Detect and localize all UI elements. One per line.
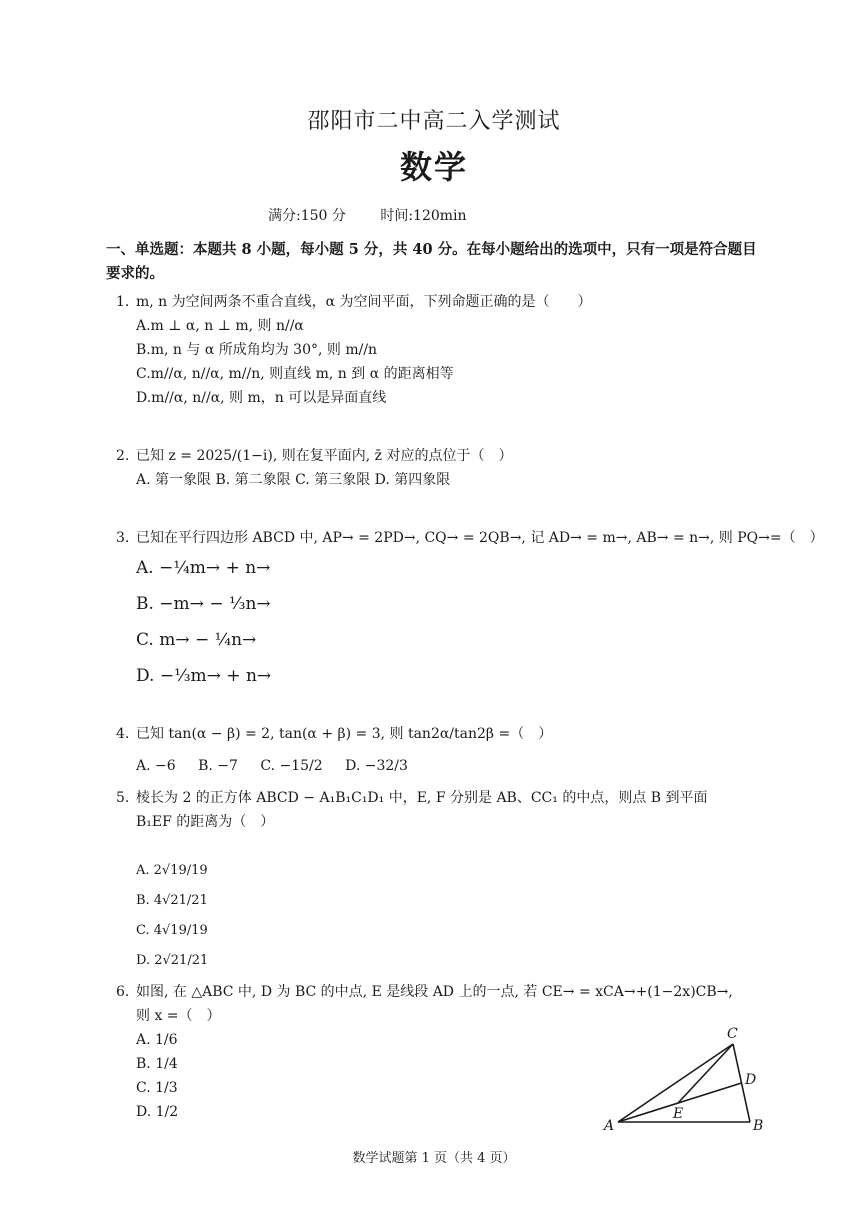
- subject-title: 数学: [399, 148, 468, 186]
- question-number: 6.: [116, 984, 130, 1000]
- option-d: D. 2√21/21: [136, 953, 209, 968]
- option-c: C. 4√19/19: [136, 923, 208, 938]
- option-c: C.m//α, n//α, m//n, 则直线 m, n 到 α 的距离相等: [136, 366, 454, 382]
- option-a: A. −¼m→ + n→: [136, 558, 271, 578]
- question-stem-cont: B₁EF 的距离为（ ）: [136, 814, 275, 830]
- exam-meta: [268, 205, 497, 225]
- question-4: [116, 722, 776, 778]
- question-stem: 棱长为 2 的正方体 ABCD − A₁B₁C₁D₁ 中，E, F 分别是 AB、CC₁ 的中点，则点 B 到平面: [136, 790, 708, 806]
- option-c: C. −15/2: [260, 758, 323, 774]
- question-stem-cont: 则 x =（ ）: [136, 1008, 221, 1024]
- option-b: B. 4√21/21: [136, 893, 208, 908]
- options-line: A. 第一象限 B. 第二象限 C. 第三象限 D. 第四象限: [136, 472, 451, 488]
- question-number: 2.: [116, 448, 130, 464]
- option-b: B. 1/4: [136, 1056, 178, 1072]
- school-title: 邵阳市二中高二入学测试: [307, 109, 561, 134]
- option-b: B.m, n 与 α 所成角均为 30°, 则 m//n: [136, 342, 378, 358]
- option-b: B. −m→ − ⅓n→: [136, 594, 271, 614]
- question-5: [116, 786, 776, 976]
- label-e: E: [673, 1106, 684, 1122]
- question-1: [116, 290, 776, 410]
- option-a: A. −6: [136, 758, 176, 774]
- question-number: 4.: [116, 726, 130, 742]
- option-a: A. 2√19/19: [136, 863, 208, 878]
- question-stem: m, n 为空间两条不重合直线，α 为空间平面，下列命题正确的是（ ）: [136, 294, 592, 310]
- exam-time: 时间:120min: [380, 208, 467, 224]
- question-number: 1.: [116, 294, 130, 310]
- triangle-figure: [598, 1022, 778, 1140]
- option-c: C. 1/3: [136, 1080, 178, 1096]
- full-score: 满分:150 分: [268, 208, 346, 224]
- label-b: B: [753, 1118, 764, 1134]
- label-d: D: [745, 1072, 757, 1088]
- question-number: 5.: [116, 790, 130, 806]
- question-stem: 已知 tan(α − β) = 2, tan(α + β) = 3, 则 tan2α/tan2β =（ ）: [136, 726, 553, 742]
- question-number: 3.: [116, 530, 130, 546]
- section-heading: 一、单选题：本题共 8 小题，每小题 5 分，共 40 分。在每小题给出的选项中，只有一项是符合题目要求的。: [106, 241, 757, 282]
- option-d: D. −⅓m→ + n→: [136, 666, 272, 686]
- question-stem: 已知 z = 2025/(1−i), 则在复平面内, z̄ 对应的点位于（ ）: [136, 448, 513, 464]
- option-b: B. −7: [198, 758, 238, 774]
- question-stem: 如图, 在 △ABC 中, D 为 BC 的中点, E 是线段 AD 上的一点, 若 CE→ = xCA→+(1−2x)CB→,: [136, 984, 733, 1000]
- option-c: C. m→ − ¼n→: [136, 630, 257, 650]
- question-stem: 已知在平行四边形 ABCD 中, AP→ = 2PD→, CQ→ = 2QB→, 记 AD→ = m→, AB→ = n→, 则 PQ→=（ ）: [136, 530, 824, 546]
- label-c: C: [727, 1026, 738, 1042]
- question-2: [116, 444, 776, 492]
- option-a: A. 1/6: [136, 1032, 178, 1048]
- option-d: D. −32/3: [345, 758, 408, 774]
- page-footer: 数学试题第 1 页（共 4 页）: [352, 1151, 516, 1166]
- option-d: D.m//α, n//α, 则 m，n 可以是异面直线: [136, 390, 387, 406]
- question-3: [116, 526, 824, 694]
- label-a: A: [604, 1118, 615, 1134]
- option-a: A.m ⊥ α, n ⊥ m, 则 n//α: [136, 318, 304, 334]
- option-d: D. 1/2: [136, 1104, 179, 1120]
